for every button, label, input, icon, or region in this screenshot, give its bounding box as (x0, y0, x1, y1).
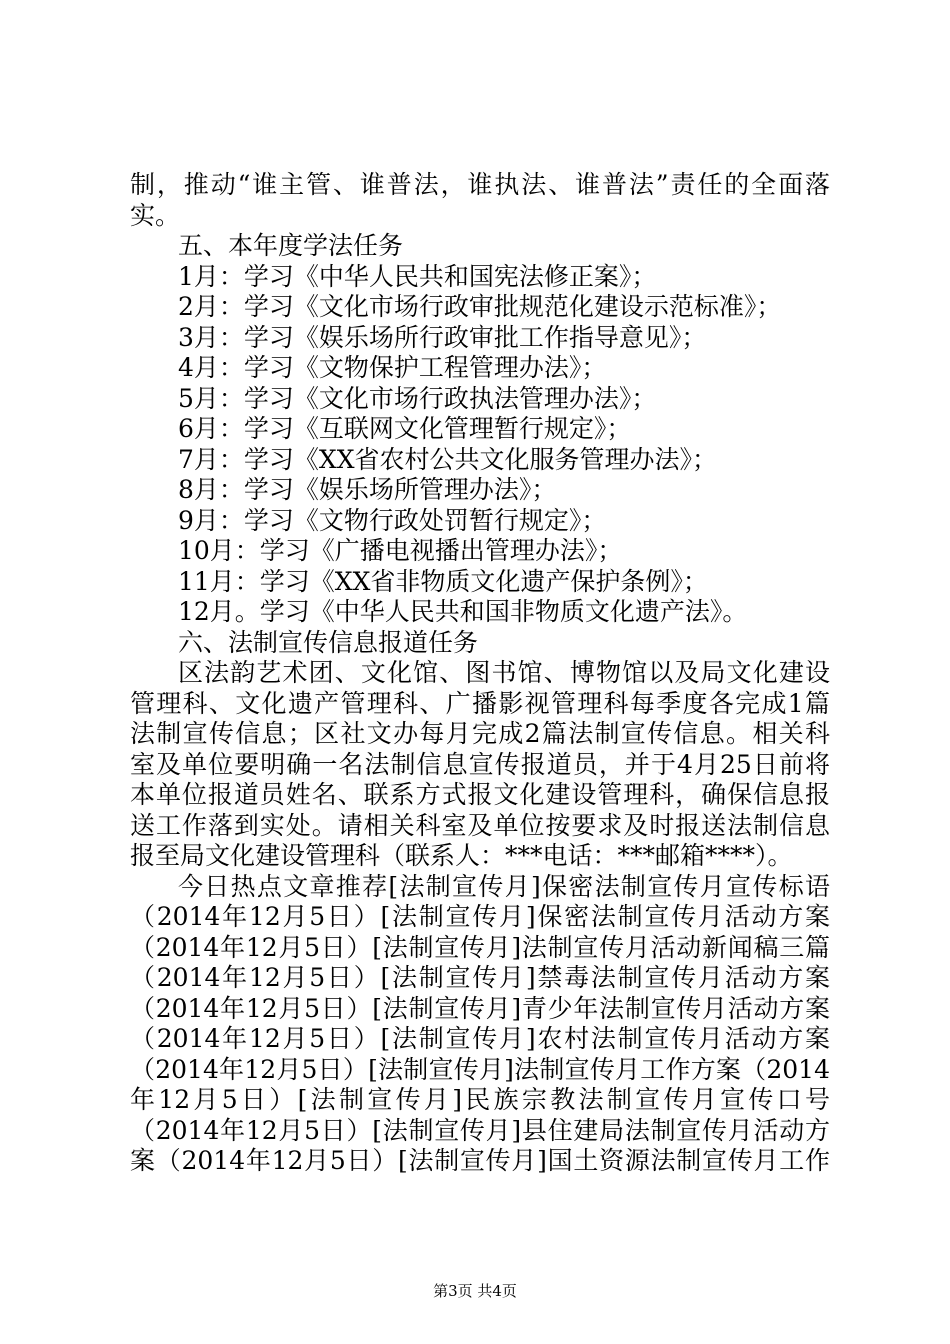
text-line: 六、法制宣传信息报道任务 (178, 627, 479, 657)
text-line: 年12月5日）[法制宣传月]民族宗教法制宣传月宣传口号 (130, 1085, 830, 1114)
text-line: 管理科、文化遗产管理科、广播影视管理科每季度各完成1篇 (130, 688, 830, 718)
text-line: 室及单位要明确一名法制信息宣传报道员，并于4月25日前将 (130, 749, 830, 779)
text-line: 案（2014年12月5日）[法制宣传月]国土资源法制宣传月工作 (130, 1146, 830, 1175)
text-line: （2014年12月5日）[法制宣传月]法制宣传月工作方案（2014 (130, 1054, 830, 1084)
text-line: 8月：学习《娱乐场所管理办法》； (178, 475, 557, 504)
text-line: 今日热点文章推荐[法制宣传月]保密法制宣传月宣传标语 (178, 871, 830, 901)
text-line: 五、本年度学法任务 (178, 231, 404, 260)
text-line: 报至局文化建设管理科（联系人：***电话：***邮箱****）。 (130, 841, 793, 870)
text-line: 法制宣传信息；区社文办每月完成2篇法制宣传信息。相关科 (130, 719, 830, 748)
text-line: 6月：学习《互联网文化管理暂行规定》； (178, 414, 632, 443)
text-line: 5月：学习《文化市场行政执法管理办法》； (178, 383, 657, 413)
text-line: 送工作落到实处。请相关科室及单位按要求及时报送法制信息 (130, 810, 830, 840)
text-line: 3月：学习《娱乐场所行政审批工作指导意见》； (178, 322, 707, 352)
text-line: 9月：学习《文物行政处罚暂行规定》； (178, 505, 607, 535)
document-body (130, 170, 830, 1177)
text-line: （2014年12月5日）[法制宣传月]保密法制宣传月活动方案 (130, 902, 830, 931)
text-line: 2月：学习《文化市场行政审批规范化建设示范标准》； (178, 292, 782, 321)
text-line: （2014年12月5日）[法制宣传月]农村法制宣传月活动方案 (130, 1024, 830, 1053)
text-line: 10月：学习《广播电视播出管理办法》； (178, 536, 623, 565)
text-line: 实。 (130, 200, 181, 230)
text-line: （2014年12月5日）[法制宣传月]禁毒法制宣传月活动方案 (130, 963, 830, 992)
text-line: （2014年12月5日）[法制宣传月]青少年法制宣传月活动方案 (130, 993, 830, 1023)
text-line: 1月：学习《中华人民共和国宪法修正案》； (178, 261, 657, 291)
page-footer: 第3页 共4页 (433, 1282, 517, 1300)
text-line: 制，推动“谁主管、谁普法，谁执法、谁普法”责任的全面落 (130, 170, 830, 199)
text-line: （2014年12月5日）[法制宣传月]法制宣传月活动新闻稿三篇 (130, 932, 830, 962)
text-line: 11月：学习《XX省非物质文化遗产保护条例》； (178, 566, 708, 596)
text-line: 区法韵艺术团、文化馆、图书馆、博物馆以及局文化建设 (178, 658, 830, 687)
text-line: （2014年12月5日）[法制宣传月]县住建局法制宣传月活动方 (130, 1115, 830, 1145)
text-line: 7月：学习《XX省农村公共文化服务管理办法》； (178, 444, 718, 474)
text-line: 12月。学习《中华人民共和国非物质文化遗产法》。 (178, 597, 748, 626)
text-line: 4月：学习《文物保护工程管理办法》； (178, 353, 607, 382)
text-line: 本单位报道员姓名、联系方式报文化建设管理科，确保信息报 (130, 780, 830, 809)
